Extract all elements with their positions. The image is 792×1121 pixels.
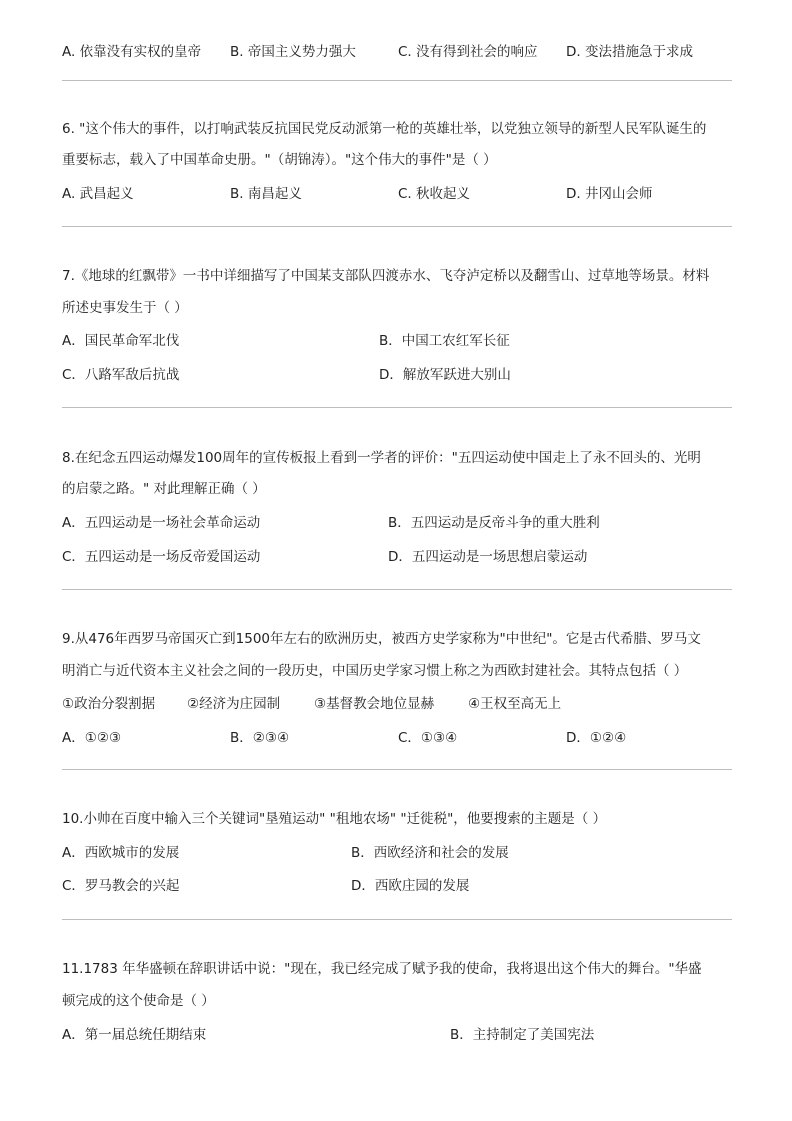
q7-option-d: D．解放军跃进大别山: [379, 367, 511, 383]
q10-option-a: A．西欧城市的发展: [62, 845, 180, 861]
divider: [62, 80, 732, 81]
q8-stem-line-2: 的启蒙之路。" 对此理解正确（ ）: [62, 481, 266, 497]
q7-stem-line-2: 所述史事发生于（ ）: [62, 300, 188, 316]
q6-stem-line-1: 6. "这个伟大的事件，以打响武装反抗国民党反动派第一枪的英雄壮举，以党独立领导的新型人民军队诞生的: [62, 121, 707, 137]
q5-option-a: A. 依靠没有实权的皇帝: [62, 44, 202, 60]
q7-option-c: C．八路军敌后抗战: [62, 367, 180, 383]
q8-option-a: A．五四运动是一场社会革命运动: [62, 515, 261, 531]
q5-option-d: D. 变法措施急于求成: [566, 44, 693, 60]
q11-option-b: B．主持制定了美国宪法: [450, 1027, 595, 1043]
q10-option-b: B．西欧经济和社会的发展: [351, 845, 509, 861]
q9-option-d: D．①②④: [566, 730, 627, 746]
q9-stem-line-2: 明消亡与近代资本主义社会之间的一段历史，中国历史学家习惯上称之为西欧封建社会。其特点包括（ ）: [62, 663, 688, 679]
q9-stem-line-1: 9.从476年西罗马帝国灭亡到1500年左右的欧洲历史，被西方史学家称为"中世纪"。它是古代希腊、罗马文: [62, 631, 701, 647]
divider: [62, 919, 732, 920]
q8-option-b: B．五四运动是反帝斗争的重大胜利: [388, 515, 600, 531]
q6-option-a: A. 武昌起义: [62, 186, 134, 202]
q9-item-3: ③基督教会地位显赫: [314, 696, 435, 712]
q11-option-a: A．第一届总统任期结束: [62, 1027, 207, 1043]
q9-option-c: C．①③④: [398, 730, 458, 746]
q10-option-c: C．罗马教会的兴起: [62, 878, 180, 894]
q6-stem-line-2: 重要标志，载入了中国革命史册。"（胡锦涛）。"这个伟大的事件"是（ ）: [62, 152, 497, 168]
q8-stem-line-1: 8.在纪念五四运动爆发100周年的宣传板报上看到一学者的评价："五四运动使中国走上了永不回头的、光明: [62, 450, 701, 466]
divider: [62, 407, 732, 408]
q9-item-1: ①政治分裂割据: [62, 696, 156, 712]
q8-option-c: C．五四运动是一场反帝爱国运动: [62, 549, 261, 565]
q7-option-a: A．国民革命军北伐: [62, 333, 180, 349]
q11-stem-line-2: 顿完成的这个使命是（ ）: [62, 993, 215, 1009]
q10-stem-line-1: 10.小帅在百度中输入三个关键词"垦殖运动" "租地农场" "迁徙税"，他要搜索的主题是（ ）: [62, 811, 607, 827]
q8-option-d: D．五四运动是一场思想启蒙运动: [388, 549, 588, 565]
q6-option-b: B. 南昌起义: [230, 186, 302, 202]
divider: [62, 226, 732, 227]
q7-option-b: B．中国工农红军长征: [379, 333, 510, 349]
q9-item-2: ②经济为庄园制: [187, 696, 281, 712]
q11-stem-line-1: 11.1783 年华盛顿在辞职讲话中说："现在，我已经完成了赋予我的使命，我将退出这个伟大的舞台。"华盛: [62, 961, 702, 977]
q7-stem-line-1: 7.《地球的红飘带》一书中详细描写了中国某支部队四渡赤水、飞夺泸定桥以及翻雪山、过草地等场景。材料: [62, 268, 710, 284]
q5-option-c: C. 没有得到社会的响应: [398, 44, 538, 60]
q9-option-b: B．②③④: [230, 730, 290, 746]
q10-option-d: D．西欧庄园的发展: [351, 878, 470, 894]
q6-option-c: C. 秋收起义: [398, 186, 471, 202]
divider: [62, 589, 732, 590]
q9-option-a: A．①②③: [62, 730, 122, 746]
q9-item-4: ④王权至高无上: [468, 696, 562, 712]
q6-option-d: D. 井冈山会师: [566, 186, 653, 202]
q5-option-b: B. 帝国主义势力强大: [230, 44, 356, 60]
divider: [62, 769, 732, 770]
